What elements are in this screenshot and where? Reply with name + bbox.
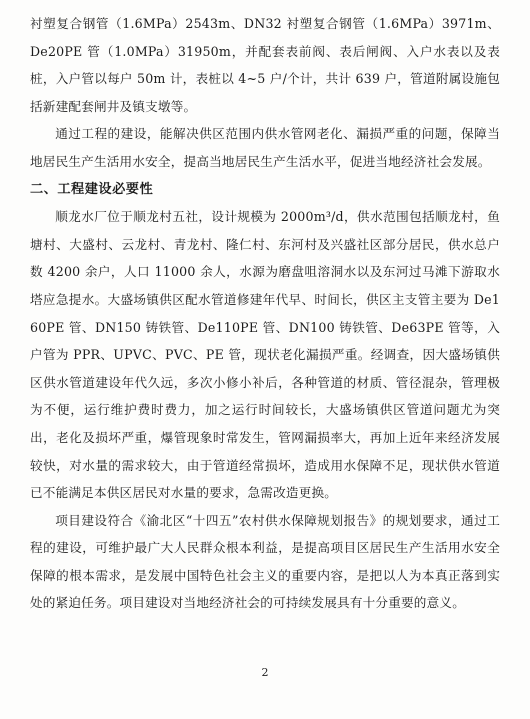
- body-paragraph: 项目建设符合《渝北区“十四五”农村供水保障规划报告》的规划要求，通过工程的建设，可维护最广大人民群众根本利益，是提高项目区居民生产生活用水安全保障的根本需求，是发展中国特色社会主义的重要内容，是把以人为本真正落到实处的紧迫任务。项目建设对当地经济社会的可持续发展具有十分重要的意义。: [30, 512, 500, 611]
- document-body: [30, 10, 500, 617]
- body-paragraph: 顺龙水厂位于顺龙村五社，设计规模为 2000m³/d，供水范围包括顺龙村，鱼塘村、大盛村、云龙村、青龙村、隆仁村、东河村及兴盛社区部分居民，供水总户数 4200 余户，人口 11000 余人，水源为磨盘咀溶洞水以及东河过马滩下游取水塔应急提水。大盛场镇供区配水管道修建年代早、时间长，供区主支管主要为 De160PE 管、DN150 铸铁管、De110PE 管、DN100 铸铁管、De63PE 管等，入户管为 PPR、UPVC、PVC、PE 管，现状老化漏损严重。经调查，因大盛场镇供区供水管道建设年代久远，多次小修小补后，各种管道的材质、管径混杂，管理极为不便，运行维护费时费力，加之运行时间较长，大盛场镇供区管道问题尤为突出，老化及损坏严重，爆管现象时常发生，管网漏损率大，再加上近年来经济发展较快，对水量的需求较大，由于管道经常损坏，造成用水保障不足，现状供水管道已不能满足本供区居民对水量的要求，急需改造更换。: [30, 209, 500, 501]
- section-heading: 二、工程建设必要性: [30, 181, 154, 197]
- page-number: 2: [261, 666, 269, 679]
- body-paragraph: 衬塑复合钢管（1.6MPa）2543m、DN32 衬塑复合钢管（1.6MPa）3971m、De20PE 管（1.0MPa）31950m，并配套表前阀、表后闸阀、入户水表以及表桩，入户管以每户 50m 计，表桩以 4~5 户/个计，共计 639 户，管道附属设施包括新建配套闸井及镇支墩等。: [30, 16, 500, 114]
- body-paragraph: 通过工程的建设，能解决供区范围内供水管网老化、漏损严重的问题，保障当地居民生产生活用水安全，提高当地居民生产生活水平，促进当地经济社会发展。: [30, 126, 500, 169]
